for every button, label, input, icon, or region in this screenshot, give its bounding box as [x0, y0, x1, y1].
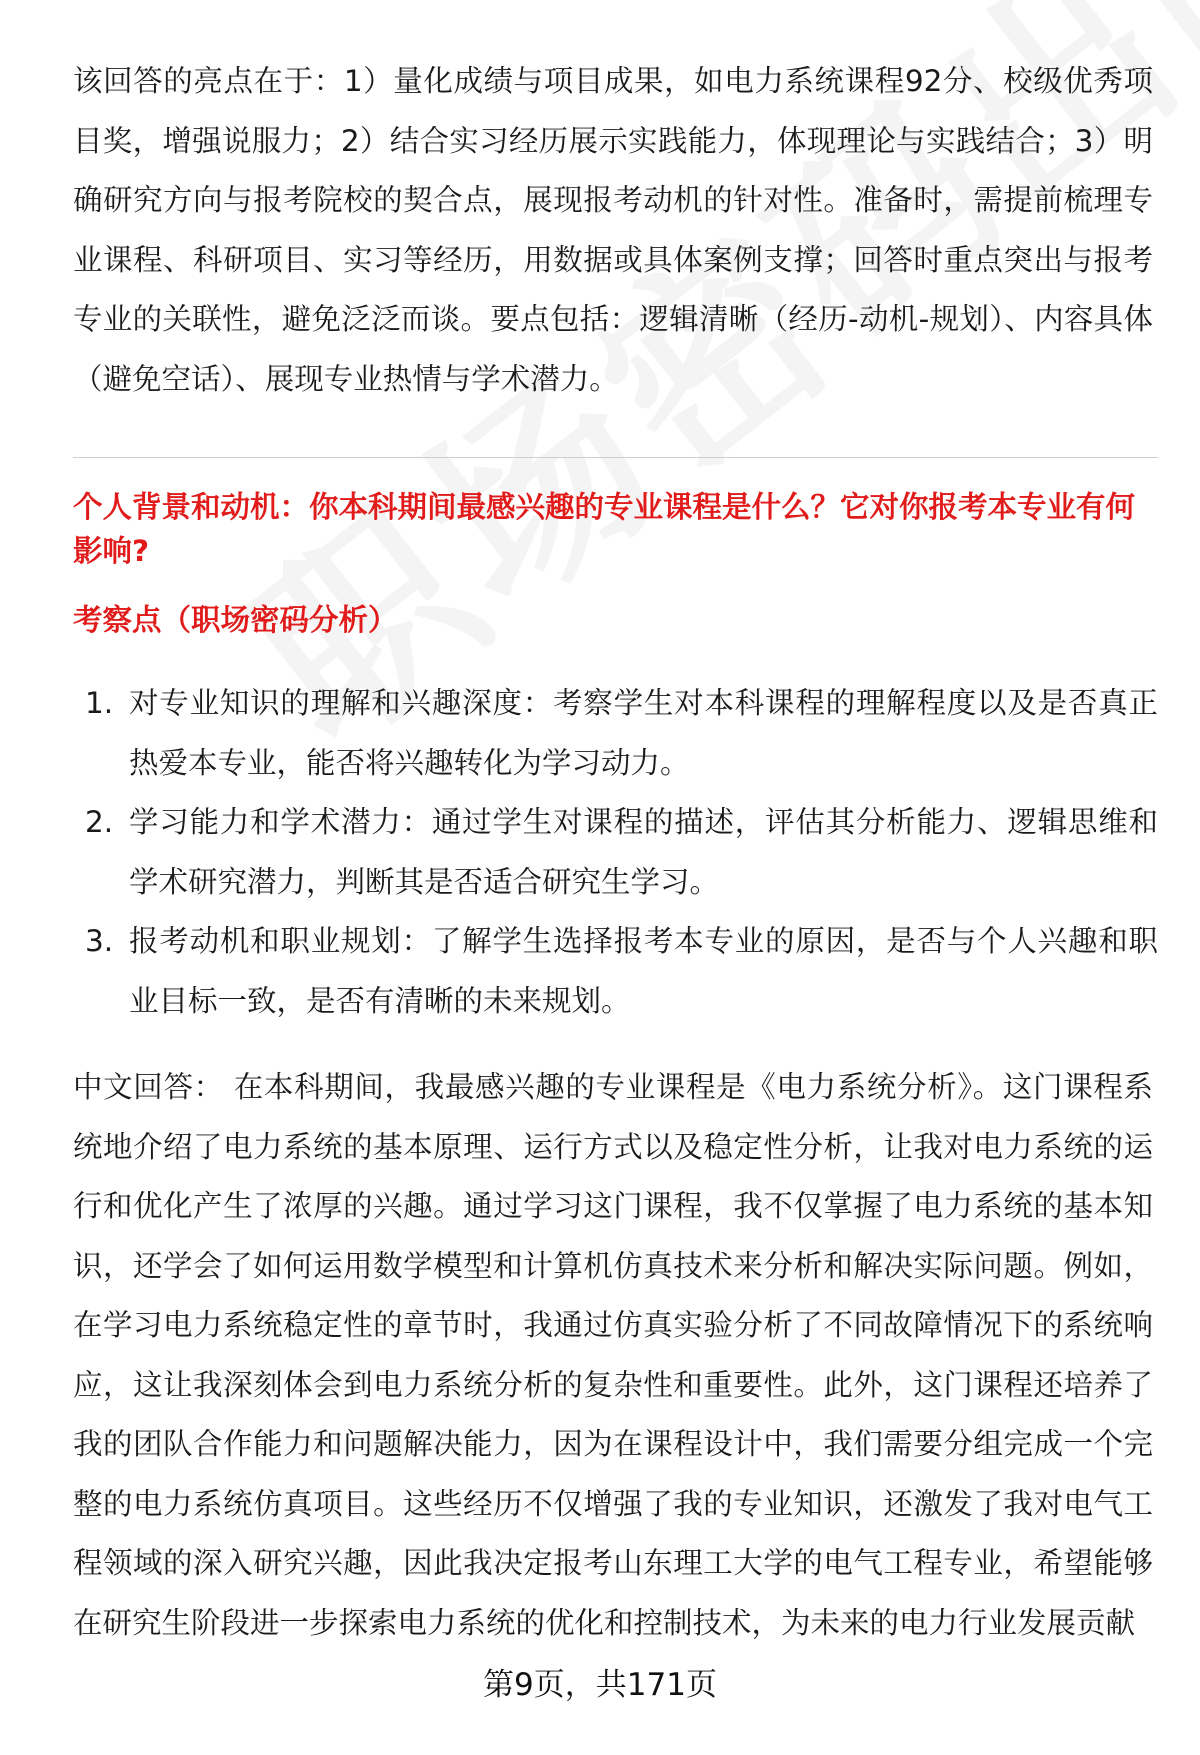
- assessment-points-list: [73, 674, 1158, 1031]
- list-item-number: 2.: [85, 805, 114, 839]
- intro-paragraph: 该回答的亮点在于：1）量化成绩与项目成果，如电力系统课程92分、校级优秀项目奖，增强说服力；2）结合实习经历展示实践能力，体现理论与实践结合；3）明确研究方向与报考院校的契合点，展现报考动机的针对性。准备时，需提前梳理专业课程、科研项目、实习等经历，用数据或具体案例支撑；回答时重点突出与报考专业的关联性，避免泛泛而谈。要点包括：逻辑清晰（经历-动机-规划）、内容具体（避免空话）、展现专业热情与学术潜力。: [73, 64, 1153, 396]
- section-title: 考察点（职场密码分析）: [73, 603, 398, 637]
- question-heading: 个人背景和动机：你本科期间最感兴趣的专业课程是什么？它对你报考本专业有何影响?: [73, 490, 1136, 568]
- list-item-text: 报考动机和职业规划：了解学生选择报考本专业的原因，是否与个人兴趣和职业目标一致，是否有清晰的未来规划。: [129, 924, 1158, 1018]
- list-item-text: 对专业知识的理解和兴趣深度：考察学生对本科课程的理解程度以及是否真正热爱本专业，能否将兴趣转化为学习动力。: [129, 686, 1158, 780]
- list-item-text: 学习能力和学术潜力：通过学生对课程的描述，评估其分析能力、逻辑思维和学术研究潜力，判断其是否适合研究生学习。: [129, 805, 1158, 899]
- section-divider: [73, 457, 1158, 458]
- answer-paragraph: 中文回答： 在本科期间，我最感兴趣的专业课程是《电力系统分析》。这门课程系统地介绍了电力系统的基本原理、运行方式以及稳定性分析，让我对电力系统的运行和优化产生了浓厚的兴趣。通过学习这门课程，我不仅掌握了电力系统的基本知识，还学会了如何运用数学模型和计算机仿真技术来分析和解决实际问题。例如，在学习电力系统稳定性的章节时，我通过仿真实验分析了不同故障情况下的系统响应，这让我深刻体会到电力系统分析的复杂性和重要性。此外，这门课程还培养了我的团队合作能力和问题解决能力，因为在课程设计中，我们需要分组完成一个完整的电力系统仿真项目。这些经历不仅增强了我的专业知识，还激发了我对电气工程领域的深入研究兴趣，因此我决定报考山东理工大学的电气工程专业，希望能够在研究生阶段进一步探索电力系统的优化和控制技术，为未来的电力行业发展贡献: [73, 1070, 1153, 1640]
- page-number-footer: 第9页，共171页: [483, 1667, 717, 1703]
- list-item: [73, 912, 1158, 1031]
- list-item-number: 1.: [85, 686, 114, 720]
- list-item: [73, 674, 1158, 793]
- list-item-number: 3.: [85, 924, 114, 958]
- list-item: [73, 793, 1158, 912]
